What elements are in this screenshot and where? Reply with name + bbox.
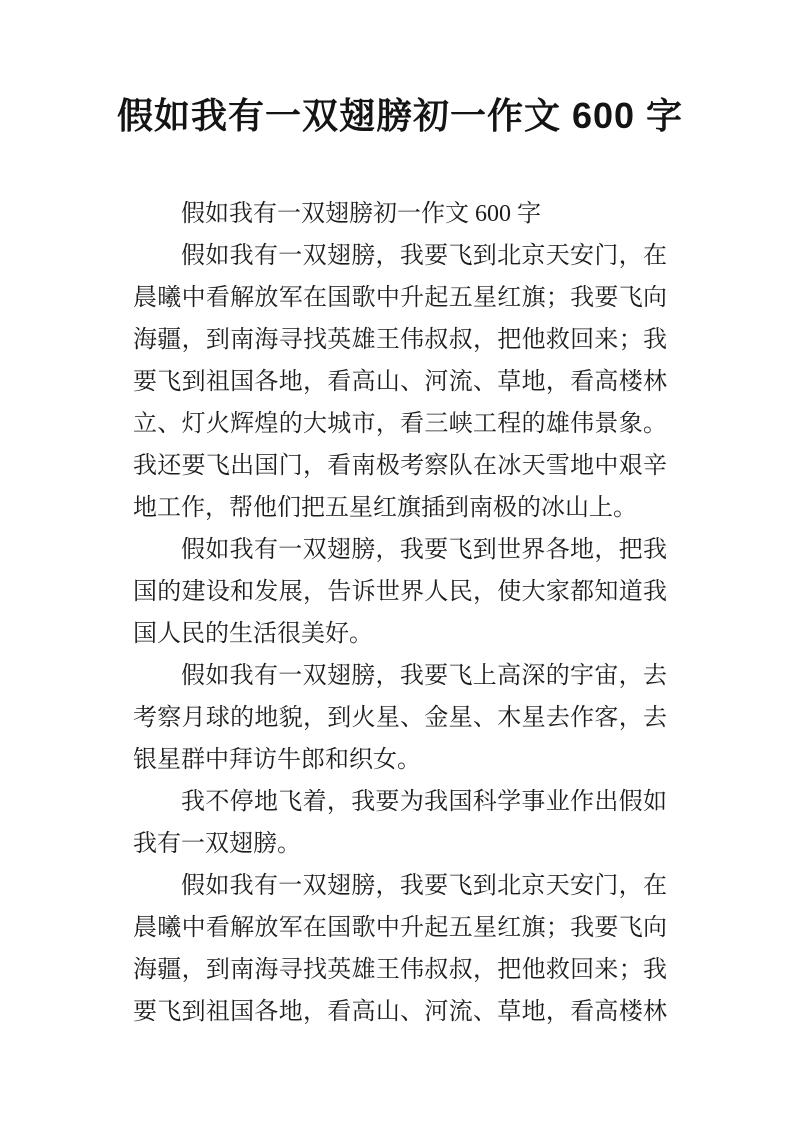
paragraph bbox=[133, 193, 667, 235]
text-line: 要飞到祖国各地，看高山、河流、草地，看高楼林 bbox=[133, 369, 667, 395]
text-line: 假如我有一双翅膀，我要飞上高深的宇宙，去 bbox=[181, 663, 667, 689]
text-line: 银星群中拜访牛郎和织女。 bbox=[133, 747, 421, 773]
text-line: 海疆，到南海寻找英雄王伟叔叔，把他救回来；我 bbox=[133, 327, 667, 353]
text-line: 国人民的生活很美好。 bbox=[133, 621, 373, 647]
text-line: 晨曦中看解放军在国歌中升起五星红旗；我要飞向 bbox=[133, 915, 667, 941]
text-line: 假如我有一双翅膀，我要飞到北京天安门，在 bbox=[181, 243, 667, 269]
page-title: 假如我有一双翅膀初一作文 600 字 bbox=[116, 95, 684, 136]
text-line: 我有一双翅膀。 bbox=[133, 831, 301, 857]
text-line: 地工作，帮他们把五星红旗插到南极的冰山上。 bbox=[133, 495, 637, 521]
essay-body bbox=[133, 193, 667, 1033]
paragraph bbox=[133, 235, 667, 529]
text-line: 假如我有一双翅膀，我要飞到世界各地，把我 bbox=[181, 537, 667, 563]
paragraph bbox=[133, 781, 667, 865]
text-line: 要飞到祖国各地，看高山、河流、草地，看高楼林 bbox=[133, 999, 667, 1025]
paragraph bbox=[133, 865, 667, 1033]
text-line: 国的建设和发展，告诉世界人民，使大家都知道我 bbox=[133, 579, 667, 605]
paragraph bbox=[133, 529, 667, 655]
text-line: 假如我有一双翅膀，我要飞到北京天安门，在 bbox=[181, 873, 667, 899]
text-line: 晨曦中看解放军在国歌中升起五星红旗；我要飞向 bbox=[133, 285, 667, 311]
text-line: 我还要飞出国门，看南极考察队在冰天雪地中艰辛 bbox=[133, 453, 667, 479]
text-line: 假如我有一双翅膀初一作文 600 字 bbox=[181, 201, 541, 227]
paragraph bbox=[133, 655, 667, 781]
text-line: 立、灯火辉煌的大城市，看三峡工程的雄伟景象。 bbox=[133, 411, 667, 437]
text-line: 考察月球的地貌，到火星、金星、木星去作客，去 bbox=[133, 705, 667, 731]
text-line: 我不停地飞着，我要为我国科学事业作出假如 bbox=[181, 789, 667, 815]
text-line: 海疆，到南海寻找英雄王伟叔叔，把他救回来；我 bbox=[133, 957, 667, 983]
